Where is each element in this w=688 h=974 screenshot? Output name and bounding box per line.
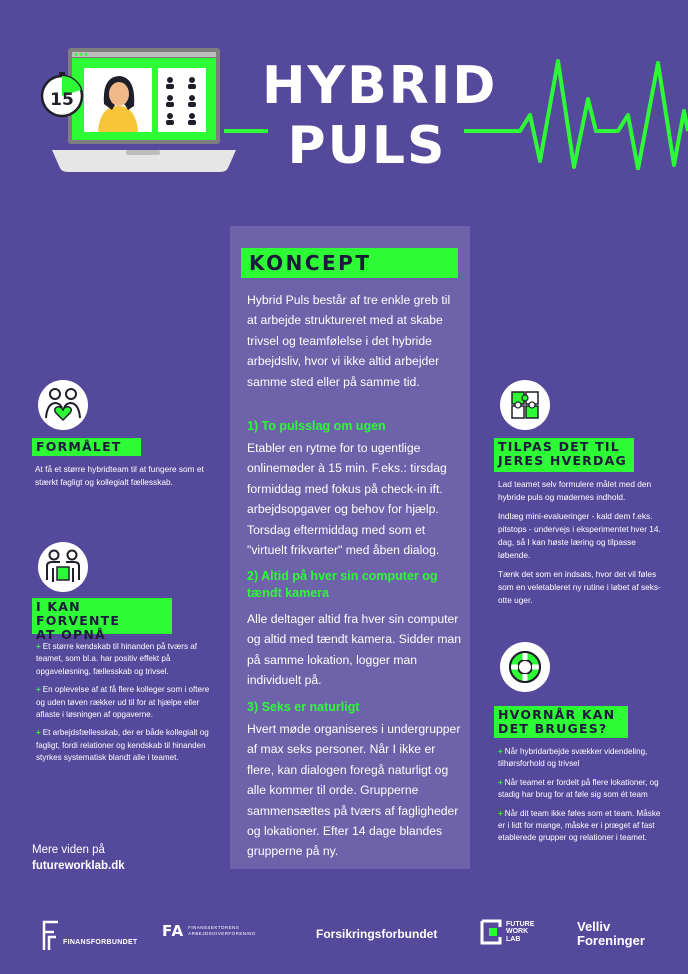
formaal-text: At få et større hybridteam til at fungere som et stærkt fagligt og kollegialt fællesskab. bbox=[35, 464, 204, 487]
tilpas-heading-line-2: JERES HVERDAG bbox=[498, 453, 627, 468]
laptop-video-call-icon bbox=[40, 44, 240, 179]
list-item: + Når hybridarbejde svækker videndeling, tilhørsforhold og trivsel bbox=[498, 747, 648, 769]
people-heart-icon bbox=[38, 380, 88, 430]
website-link[interactable]: futureworklab.dk bbox=[32, 860, 125, 872]
puzzle-icon bbox=[500, 380, 550, 430]
timer-number: 15 bbox=[50, 90, 74, 110]
fa-mark: FA bbox=[162, 922, 185, 940]
hvornaar-list bbox=[498, 746, 668, 851]
list-item: + Et arbejdsfællesskab, der er både kollegialt og fagligt, fordi relationer og kendskab til hinanden styrkes systematisk blandt alle i teamet. bbox=[36, 728, 209, 763]
list-item: + En oplevelse af at få flere kolleger som i oftere og uden tøven rækker ud til for at hjælpe eller aflaste i løsningen af opgaverne. bbox=[36, 685, 210, 720]
future-work-lab-mark-icon bbox=[480, 919, 502, 945]
tilpas-heading bbox=[494, 438, 634, 472]
page-title bbox=[262, 56, 498, 176]
section-1-body: Etabler en rytme for to ugentlige onlinemøder à 15 min. F.eks.: tirsdag formiddag med fokus på check-in ift. arbejdsopgaver og behov for hjælp. Torsdag eftermiddag med som et "virtuelt frikvarter" med åben dialog. bbox=[247, 441, 447, 558]
title-line-2: PULS bbox=[287, 116, 447, 176]
list-item: + Når dit team ikke føles som et team. Måske er i lidt for mange, måske er i præget af fast etablerede grupper og relationer i teamet. bbox=[498, 808, 661, 843]
finansforbundet-logo bbox=[42, 920, 138, 950]
more-info bbox=[32, 842, 125, 874]
section-2-body: Alle deltager altid fra hver sin computer og altid med tændt kamera. Sidder man på samme lokation, logger man individuelt på. bbox=[247, 612, 462, 688]
hvornaar-heading-line-1: HVORNÅR KAN bbox=[498, 707, 616, 722]
tilpas-text bbox=[498, 478, 666, 613]
formaal-heading: FORMÅLET bbox=[32, 438, 141, 456]
forvente-heading-line-1: I KAN FORVENTE bbox=[36, 599, 121, 628]
title-line-1: HYBRID bbox=[262, 56, 498, 116]
section-1-heading: 1) To pulsslag om ugen bbox=[247, 419, 386, 433]
fa-logo bbox=[162, 922, 256, 940]
forvente-heading bbox=[32, 598, 172, 642]
list-item: + Et større kendskab til hinanden på tværs af teamet, som bl.a. har positiv effekt på opgaveløsning, fællesskab og trivsel. bbox=[36, 642, 198, 676]
more-info-text: Mere viden på bbox=[32, 844, 105, 856]
tilpas-heading-line-1: TILPAS DET TIL bbox=[498, 439, 620, 454]
velliv-logo: Velliv Foreninger bbox=[577, 919, 645, 948]
section-3-body: Hvert møde organiseres i undergrupper af max seks personer. Når I ikke er flere, kan dialogen foregå naturligt og alle kommer til orde. Grupperne sammensættes på tværs af fagligheder og lokationer. Efter 14 dage blandes grupperne på ny. bbox=[247, 722, 461, 859]
tilpas-paragraph: Lad teamet selv formulere målet med den hybride puls og mødernes indhold. bbox=[498, 479, 652, 502]
future-work-lab-logo bbox=[480, 919, 534, 945]
concept-intro: Hybrid Puls består af tre enkle greb til at arbejde struktureret med at skabe trivsel og teamfølelse i det hybride arbejdsliv, hvor vi ikke altid arbejder samme sted eller på samme tid. bbox=[247, 293, 451, 389]
fa-text: FINANSSEKTORENS ARBEJDSGIVERFORENING bbox=[188, 924, 256, 936]
tilpas-paragraph: Tænk det som en indsats, hvor det vil føles som en veletableret ny rutine i løbet af seks-otte uger. bbox=[498, 569, 661, 605]
list-item: + Når teamet er fordelt på flere lokationer, og stadig har brug for at føle sig som ét team bbox=[498, 777, 659, 800]
hvornaar-heading-line-2: DET BRUGES? bbox=[498, 721, 608, 736]
section-3-heading: 3) Seks er naturligt bbox=[247, 700, 360, 714]
concept-heading: KONCEPT bbox=[241, 248, 458, 278]
forvente-list bbox=[36, 641, 216, 771]
forsikringsforbundet-logo: Forsikringsforbundet bbox=[316, 927, 438, 941]
finansforbundet-text: FINANSFORBUNDET bbox=[63, 938, 138, 946]
finansforbundet-mark-icon bbox=[42, 920, 60, 950]
hvornaar-heading bbox=[494, 706, 628, 738]
lifebuoy-icon bbox=[500, 642, 550, 692]
team-icon bbox=[38, 542, 88, 592]
tilpas-paragraph: Indlæg mini-evalueringer - kald dem f.eks. pitstops - undervejs i eksperimentet hver 14. dag, så I kan høste læring og tilpasse løbende. bbox=[498, 511, 661, 560]
forvente-heading-line-2: AT OPNÅ bbox=[36, 627, 106, 642]
section-2-heading: 2) Altid på hver sin computer og tændt kamera bbox=[247, 569, 438, 600]
future-work-lab-text: FUTURE WORK LAB bbox=[506, 920, 535, 943]
